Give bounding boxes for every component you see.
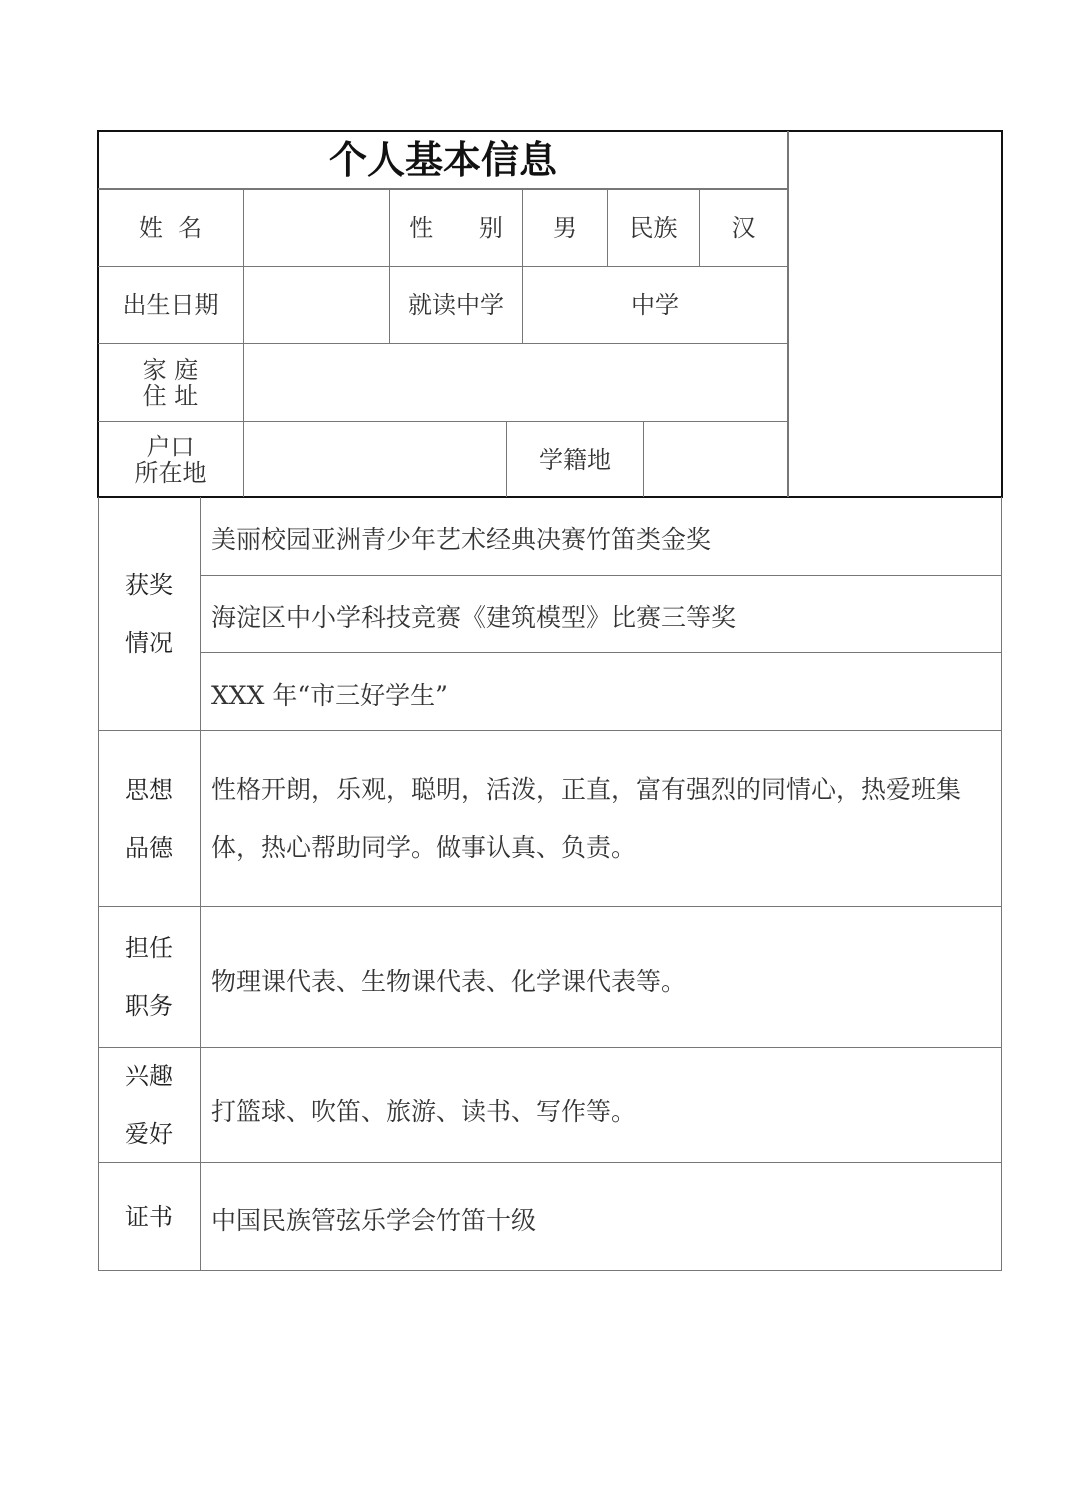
enrollment-value [644,422,787,497]
school-value: 中学 [631,291,679,319]
birthdate-label: 出生日期 [122,291,219,319]
birthdate-value [244,267,389,343]
hobbies-text: 打篮球、吹笛、旅游、读书、写作等。 [211,1097,637,1126]
positions-label: 担任 职务 [125,934,173,1020]
positions-text: 物理课代表、生物课代表、化学课代表等。 [211,967,687,996]
award-item: XXX 年“市三好学生” [211,681,448,710]
hobbies-label: 兴趣 爱好 [125,1062,173,1148]
character-text: 性格开朗，乐观，聪明，活泼，正直，富有强烈的同情心，热爱班集体，热心帮助同学。做事认真、负责。 [211,775,962,862]
award-item: 海淀区中小学科技竞赛《建筑模型》比赛三等奖 [211,603,737,632]
address-value [244,344,787,421]
page-title: 个人基本信息 [328,138,557,182]
enrollment-label: 学籍地 [539,445,611,474]
name-label: 姓 名 [138,214,203,242]
ethnicity-value: 汉 [731,214,756,242]
hukou-value [244,422,506,497]
name-value [244,190,389,266]
section-divider [98,1162,1002,1163]
award-item: 美丽校园亚洲青少年艺术经典决赛竹笛类金奖 [211,525,712,554]
row-divider [201,652,1002,653]
gender-value: 男 [553,214,577,242]
certificates-label: 证书 [125,1203,173,1231]
section-divider [98,906,1002,907]
character-label: 思想 品德 [125,775,173,862]
gender-label: 性 别 [409,214,503,242]
certificates-text: 中国民族管弦乐学会竹笛十级 [211,1206,537,1235]
awards-label: 获奖 情况 [125,570,173,657]
section-divider [98,1047,1002,1048]
address-label: 家 庭 住 址 [142,355,199,410]
photo-placeholder [789,132,1001,496]
label-column-divider [200,497,201,1271]
school-label: 就读中学 [408,291,504,319]
section-divider [98,730,1002,731]
hukou-label: 户口 所在地 [134,432,207,487]
ethnicity-label: 民族 [629,214,678,242]
row-divider [201,575,1002,576]
